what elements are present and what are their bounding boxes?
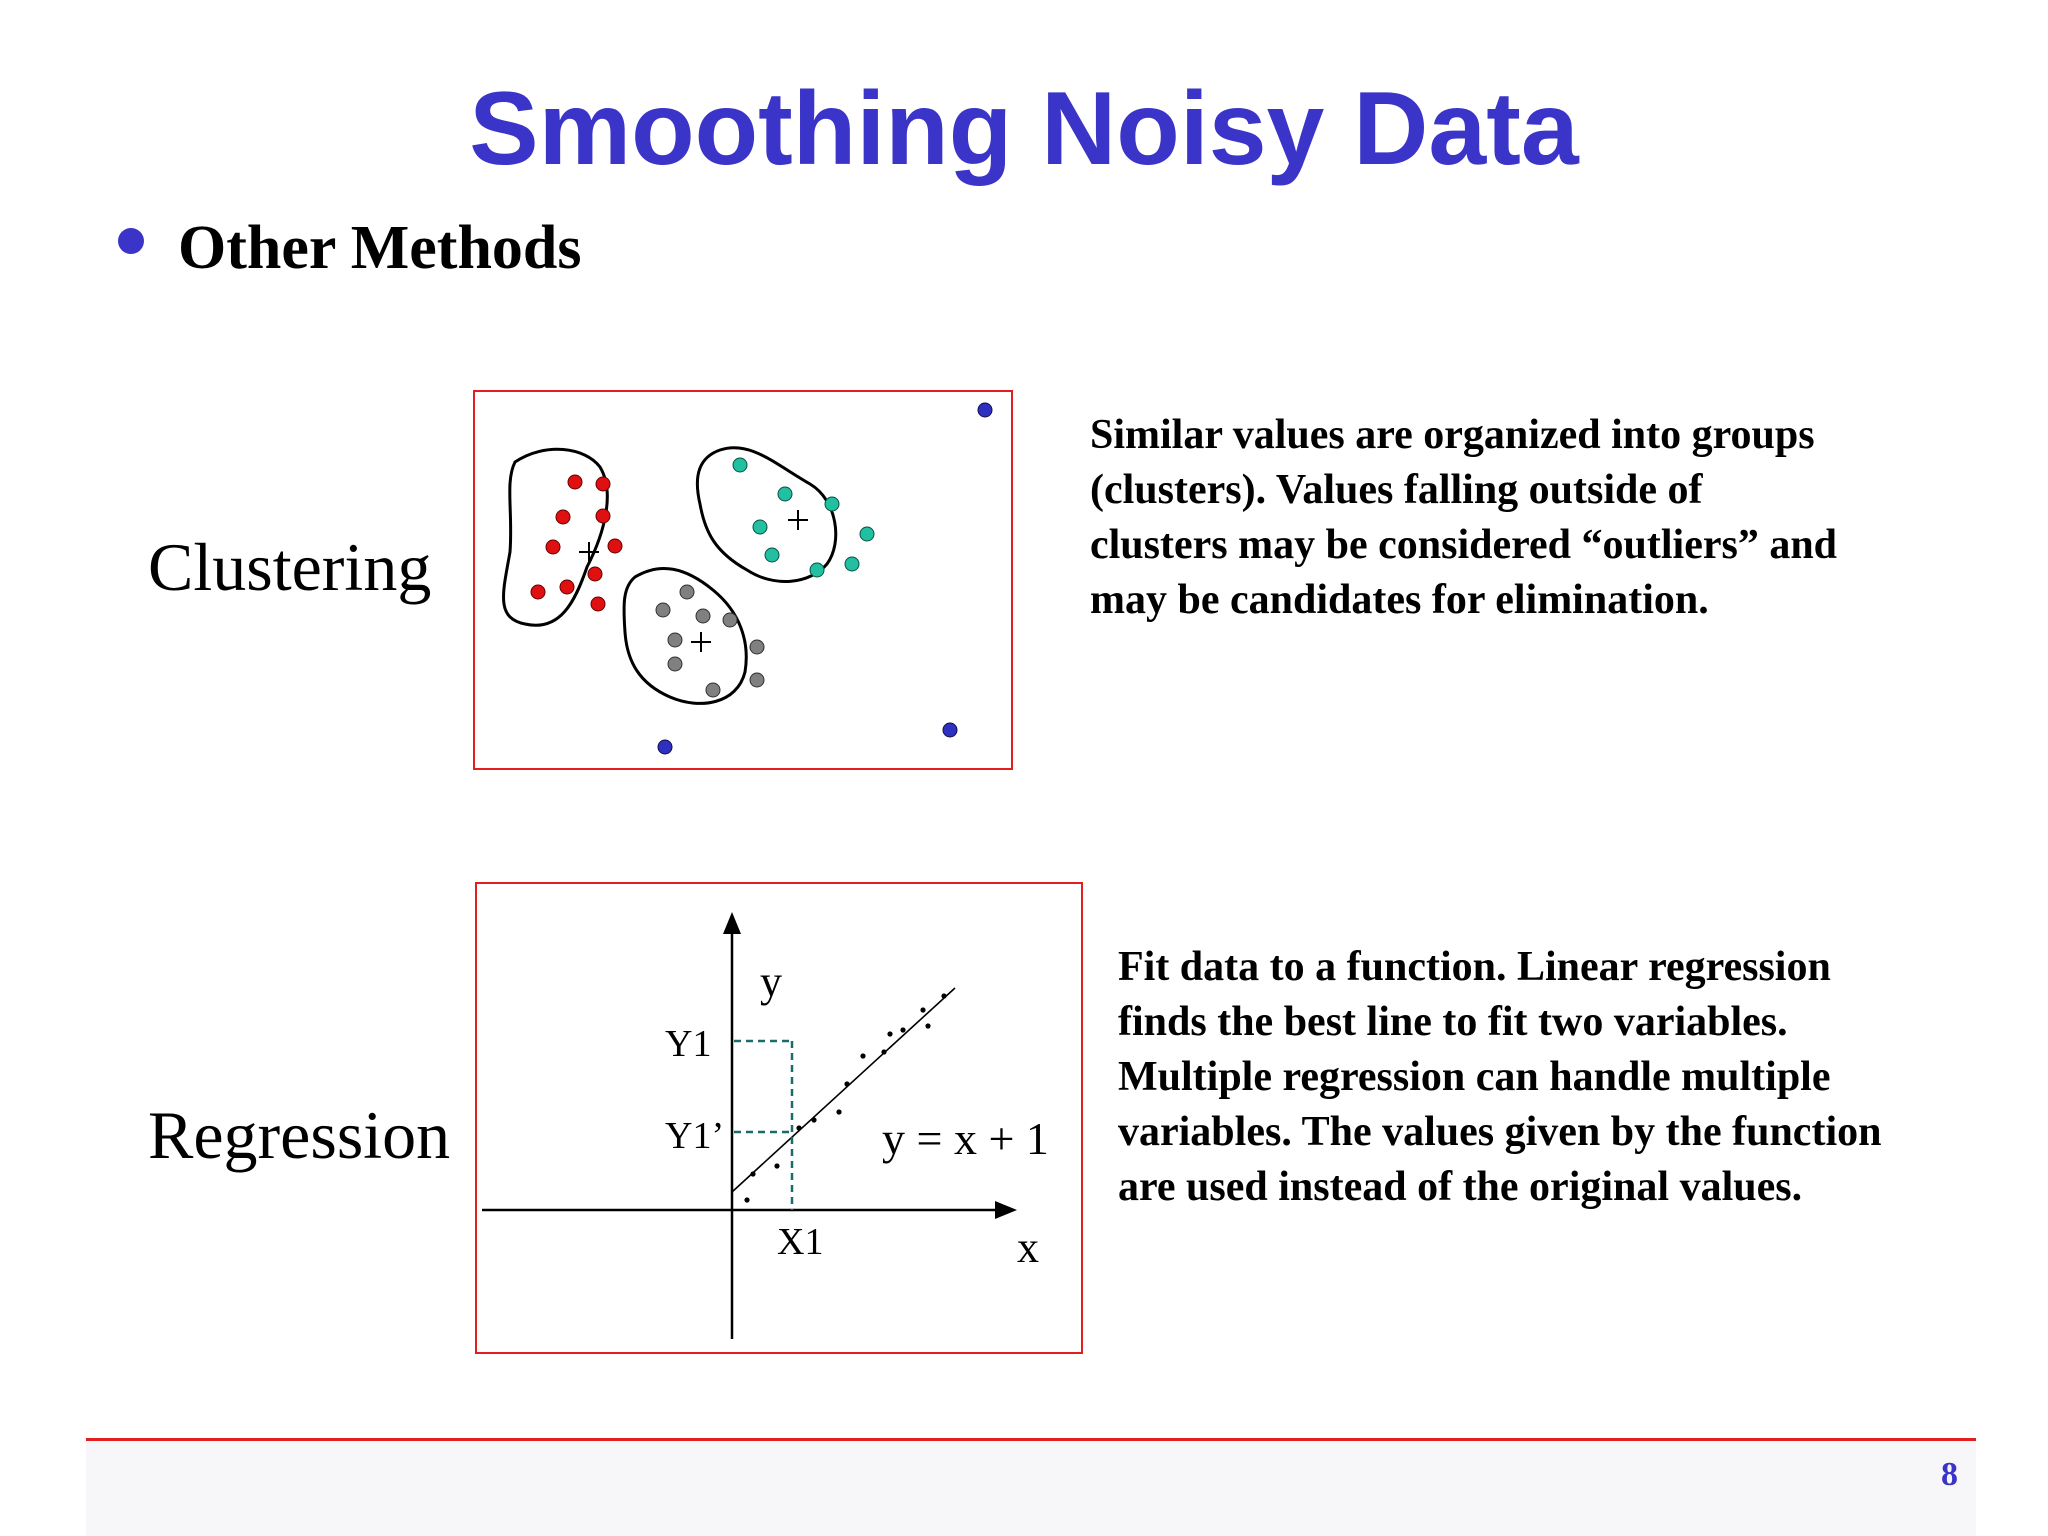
data-point [920, 1007, 925, 1012]
outlier-point [943, 723, 957, 737]
bullet-other-methods: Other Methods [178, 214, 582, 282]
cluster-point-red [556, 510, 570, 524]
regression-label: Regression [148, 1097, 451, 1173]
centroid-marker-teal [788, 510, 808, 530]
data-point [836, 1109, 841, 1114]
cluster-point-gray [656, 603, 670, 617]
cluster-outline-red [503, 449, 607, 625]
cluster-point-gray [668, 657, 682, 671]
outlier-point [658, 740, 672, 754]
footer-rule [86, 1438, 1976, 1441]
label-x1: X1 [777, 1221, 824, 1263]
cluster-point-red [608, 539, 622, 553]
cluster-point-teal [733, 458, 747, 472]
cluster-point-teal [845, 557, 859, 571]
outlier-point [978, 403, 992, 417]
data-point [844, 1081, 849, 1086]
cluster-point-gray [750, 640, 764, 654]
clustering-diagram [475, 392, 1011, 768]
x-axis-arrow-icon [995, 1201, 1017, 1219]
bullet-icon [118, 228, 144, 254]
data-point [744, 1197, 749, 1202]
footer-band [86, 1441, 1976, 1536]
label-y1: Y1 [665, 1023, 712, 1065]
data-point [811, 1117, 816, 1122]
label-y1-prime: Y1’ [665, 1115, 725, 1157]
cluster-point-red [568, 475, 582, 489]
cluster-point-gray [706, 683, 720, 697]
centroid-marker-gray [691, 632, 711, 652]
regression-figure [475, 882, 1083, 1354]
y-axis-arrow-icon [723, 912, 741, 934]
cluster-point-teal [778, 487, 792, 501]
data-point [925, 1023, 930, 1028]
data-point [860, 1053, 865, 1058]
cluster-point-red [560, 580, 574, 594]
regression-equation: y = x + 1 [882, 1113, 1049, 1164]
cluster-point-gray [668, 633, 682, 647]
data-point [887, 1031, 892, 1036]
cluster-point-teal [860, 527, 874, 541]
cluster-point-teal [825, 497, 839, 511]
cluster-point-teal [753, 520, 767, 534]
data-point [774, 1163, 779, 1168]
cluster-point-teal [765, 548, 779, 562]
cluster-outline-teal [697, 448, 835, 582]
cluster-point-gray [696, 609, 710, 623]
cluster-point-red [591, 597, 605, 611]
clustering-label: Clustering [148, 529, 432, 605]
cluster-point-red [596, 477, 610, 491]
clustering-figure [473, 390, 1013, 770]
cluster-point-teal [810, 563, 824, 577]
data-point [796, 1125, 801, 1130]
axis-label-x: x [1017, 1223, 1039, 1272]
cluster-point-red [588, 567, 602, 581]
cluster-point-red [596, 509, 610, 523]
page-number: 8 [1941, 1456, 1958, 1493]
data-point [750, 1171, 755, 1176]
data-point [881, 1049, 886, 1054]
cluster-point-red [531, 585, 545, 599]
axis-label-y: y [760, 957, 782, 1006]
slide-title: Smoothing Noisy Data [469, 71, 1579, 187]
regression-diagram [477, 884, 1081, 1352]
data-point [900, 1027, 905, 1032]
cluster-point-gray [680, 585, 694, 599]
data-point [941, 993, 946, 998]
regression-description: Fit data to a function. Linear regression finds the best line to fit two variables. Multiple regression can handle multiple variables. The values given by the function are used instead of the original values. [1118, 944, 1882, 1210]
cluster-point-red [546, 540, 560, 554]
clustering-description: Similar values are organized into groups (clusters). Values falling outside of clusters may be considered “outliers” and may be candidates for elimination. [1090, 412, 1838, 623]
cluster-point-gray [723, 613, 737, 627]
cluster-point-gray [750, 673, 764, 687]
